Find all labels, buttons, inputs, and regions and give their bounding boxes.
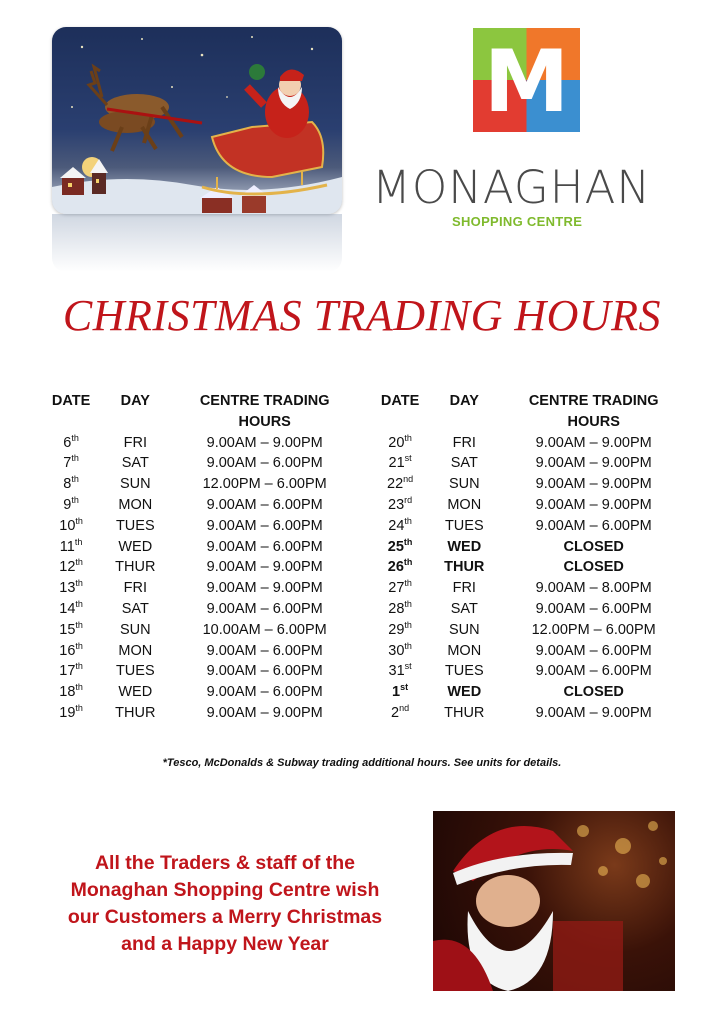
trading-hours: 9.00AM – 6.00PM [206, 642, 323, 659]
trading-hours: 9.00AM – 9.00PM [535, 455, 652, 472]
day-cell [431, 703, 497, 724]
day-cell [431, 495, 497, 516]
trading-hours: 9.00AM – 6.00PM [206, 455, 323, 472]
date-suffix: st [404, 453, 412, 464]
trading-hours: 9.00AM – 6.00PM [535, 600, 652, 617]
date-number: 13 [59, 580, 76, 597]
trading-hours: CLOSED [563, 538, 624, 555]
bokeh-lights [577, 821, 667, 888]
date-cell [369, 537, 431, 558]
day-cell [431, 557, 497, 578]
day-cell [102, 495, 168, 516]
day-name: SUN [119, 476, 151, 493]
date-number: 30 [388, 642, 405, 659]
column-gap [361, 620, 369, 641]
date-number: 16 [59, 642, 76, 659]
table-row [40, 703, 690, 724]
date-cell [40, 578, 102, 599]
gift-box [553, 921, 623, 991]
brand-name: MONAGHAN [372, 161, 652, 214]
greeting-line-2: Monaghan Shopping Centre wish [70, 879, 380, 901]
date-cell [40, 703, 102, 724]
date-number: 18 [59, 684, 76, 701]
date-suffix: th [75, 578, 83, 589]
hours-cell [497, 661, 690, 682]
hours-cell [497, 474, 690, 495]
logo-squares-icon [473, 28, 580, 132]
day-cell [431, 474, 497, 495]
trading-hours: 9.00AM – 9.00PM [206, 434, 323, 451]
santa-portrait-illustration [433, 811, 675, 991]
hours-cell [168, 682, 361, 703]
column-gap [361, 557, 369, 578]
date-cell [369, 453, 431, 474]
hours-cell [497, 453, 690, 474]
date-cell [369, 433, 431, 454]
hours-cell [168, 495, 361, 516]
hours-cell [168, 433, 361, 454]
date-cell [40, 433, 102, 454]
hours-cell [168, 620, 361, 641]
table-row [40, 557, 690, 578]
date-cell [369, 641, 431, 662]
header-hours-right [497, 391, 690, 433]
day-name: MON [447, 642, 482, 659]
date-suffix: th [71, 432, 79, 443]
date-suffix: th [74, 536, 83, 547]
image-reflection [52, 214, 342, 272]
date-suffix: th [71, 495, 79, 506]
date-number: 19 [59, 704, 76, 721]
hours-cell [168, 474, 361, 495]
date-suffix: th [404, 619, 412, 630]
date-number: 9 [63, 496, 72, 513]
date-number: 26 [387, 559, 404, 576]
date-cell [369, 599, 431, 620]
date-number: 23 [388, 496, 405, 513]
date-suffix: nd [403, 474, 414, 485]
date-number: 7 [63, 455, 72, 472]
trading-hours: 12.00PM – 6.00PM [202, 476, 327, 493]
hours-cell [497, 433, 690, 454]
date-suffix: th [404, 515, 412, 526]
trading-hours: 9.00AM – 6.00PM [206, 600, 323, 617]
hours-cell [168, 703, 361, 724]
date-cell [369, 578, 431, 599]
trading-hours: 9.00AM – 6.00PM [535, 642, 652, 659]
trading-hours: 12.00PM – 6.00PM [531, 621, 656, 638]
date-cell [369, 495, 431, 516]
day-name: MON [447, 496, 482, 513]
date-cell [369, 703, 431, 724]
hours-cell [497, 557, 690, 578]
hours-cell [497, 578, 690, 599]
trading-hours: 9.00AM – 6.00PM [206, 538, 323, 555]
date-cell [40, 516, 102, 537]
christmas-greeting [40, 850, 410, 958]
day-name: MON [118, 496, 153, 513]
date-cell [369, 474, 431, 495]
date-cell [40, 661, 102, 682]
header-hours-left [168, 391, 361, 433]
day-name: SUN [448, 476, 480, 493]
date-cell [40, 641, 102, 662]
date-number: 12 [59, 559, 76, 576]
table-row [40, 495, 690, 516]
day-cell [431, 599, 497, 620]
day-cell [431, 433, 497, 454]
day-cell [102, 537, 168, 558]
header-day-right: DAY [449, 393, 479, 409]
date-number: 14 [59, 600, 76, 617]
date-suffix: th [404, 578, 412, 589]
hours-cell [168, 516, 361, 537]
date-cell [40, 537, 102, 558]
hours-cell [168, 578, 361, 599]
day-name: SUN [448, 621, 480, 638]
column-gap [361, 599, 369, 620]
greeting-line-4: and a Happy New Year [121, 933, 329, 955]
date-number: 21 [388, 455, 405, 472]
day-name: WED [447, 538, 482, 555]
day-cell [431, 641, 497, 662]
date-number: 28 [388, 600, 405, 617]
trading-hours: 9.00AM – 8.00PM [535, 580, 652, 597]
date-number: 17 [59, 663, 76, 680]
day-name: WED [447, 684, 482, 701]
table-row [40, 537, 690, 558]
hours-cell [168, 537, 361, 558]
table-row [40, 516, 690, 537]
greeting-line-3: our Customers a Merry Christmas [67, 906, 383, 928]
footnote: *Tesco, McDonalds & Subway trading additional hours. See units for details. [162, 757, 562, 769]
date-suffix: th [403, 557, 413, 568]
day-name: FRI [123, 580, 147, 597]
date-cell [40, 557, 102, 578]
date-number: 6 [63, 434, 72, 451]
column-gap [361, 641, 369, 662]
header-date-left: DATE [51, 393, 91, 409]
date-suffix: th [75, 515, 83, 526]
trading-hours-table [40, 391, 690, 724]
day-name: SUN [119, 621, 151, 638]
date-number: 15 [59, 621, 76, 638]
trading-hours: 9.00AM – 6.00PM [206, 663, 323, 680]
day-cell [102, 599, 168, 620]
day-cell [102, 661, 168, 682]
trading-hours: 9.00AM – 6.00PM [206, 496, 323, 513]
monaghan-logo [473, 28, 580, 132]
trading-hours: 9.00AM – 9.00PM [206, 559, 323, 576]
trading-hours: 9.00AM – 6.00PM [535, 517, 652, 534]
table-row [40, 661, 690, 682]
trading-hours: 9.00AM – 6.00PM [206, 517, 323, 534]
date-number: 1 [392, 684, 401, 701]
day-name: THUR [444, 559, 485, 576]
hours-cell [168, 557, 361, 578]
date-number: 24 [388, 517, 405, 534]
sleigh [202, 122, 327, 194]
date-number: 29 [388, 621, 405, 638]
page-title: CHRISTMAS TRADING HOURS [62, 291, 662, 340]
date-cell [369, 620, 431, 641]
day-cell [102, 682, 168, 703]
date-suffix: th [404, 432, 412, 443]
table-row [40, 433, 690, 454]
day-name: TUES [115, 517, 155, 534]
trading-hours: 9.00AM – 9.00PM [206, 580, 323, 597]
trading-hours: 9.00AM – 9.00PM [535, 434, 652, 451]
header-day-left: DAY [120, 393, 150, 409]
brand-subtitle: SHOPPING CENTRE [452, 214, 583, 229]
day-name: WED [118, 538, 153, 555]
column-gap [361, 391, 369, 433]
column-gap [361, 433, 369, 454]
date-number: 2 [391, 704, 400, 721]
table-row [40, 620, 690, 641]
santa-photo [433, 811, 675, 991]
date-suffix: st [400, 682, 409, 693]
table-row [40, 682, 690, 703]
date-number: 31 [388, 663, 405, 680]
day-cell [431, 661, 497, 682]
date-cell [40, 620, 102, 641]
table-row [40, 641, 690, 662]
date-suffix: th [404, 640, 412, 651]
table-header-row [40, 391, 690, 433]
day-name: SAT [121, 455, 149, 472]
hours-cell [497, 599, 690, 620]
date-cell [40, 453, 102, 474]
column-gap [361, 682, 369, 703]
day-cell [431, 578, 497, 599]
hours-cell [497, 703, 690, 724]
day-name: FRI [452, 434, 476, 451]
column-gap [361, 537, 369, 558]
day-name: SAT [450, 455, 478, 472]
day-name: SAT [121, 600, 149, 617]
day-cell [102, 433, 168, 454]
logo-letter: M [483, 32, 570, 132]
trading-hours: 9.00AM – 6.00PM [535, 663, 652, 680]
day-cell [102, 557, 168, 578]
hours-cell [168, 453, 361, 474]
day-name: MON [118, 642, 153, 659]
date-suffix: th [71, 453, 79, 464]
date-cell [369, 682, 431, 703]
day-cell [431, 620, 497, 641]
date-suffix: th [404, 599, 412, 610]
date-number: 10 [59, 517, 76, 534]
date-cell [40, 599, 102, 620]
day-cell [102, 474, 168, 495]
date-suffix: nd [399, 703, 410, 714]
reindeer [89, 67, 202, 151]
date-suffix: th [71, 474, 79, 485]
column-gap [361, 453, 369, 474]
date-suffix: th [75, 661, 83, 672]
column-gap [361, 474, 369, 495]
date-number: 8 [63, 476, 72, 493]
date-number: 27 [388, 580, 405, 597]
day-cell [102, 578, 168, 599]
header-date-right: DATE [380, 393, 420, 409]
day-cell [102, 516, 168, 537]
date-cell [369, 516, 431, 537]
hours-cell [168, 641, 361, 662]
day-cell [431, 453, 497, 474]
table-row [40, 474, 690, 495]
trading-hours: 9.00AM – 9.00PM [206, 704, 323, 721]
day-name: TUES [115, 663, 155, 680]
date-cell [40, 474, 102, 495]
trading-hours: 9.00AM – 9.00PM [535, 476, 652, 493]
header-hours-line1: CENTRE TRADING [199, 393, 330, 409]
trading-hours: 9.00AM – 9.00PM [535, 704, 652, 721]
column-gap [361, 578, 369, 599]
column-gap [361, 495, 369, 516]
date-number: 25 [387, 538, 404, 555]
date-suffix: th [75, 599, 83, 610]
table-row [40, 599, 690, 620]
date-cell [40, 495, 102, 516]
header-hours-line2: HOURS [567, 413, 620, 430]
date-suffix: th [75, 557, 83, 568]
day-name: FRI [123, 434, 147, 451]
table-row [40, 578, 690, 599]
hours-cell [497, 641, 690, 662]
trading-hours-body [40, 433, 690, 724]
trading-hours: 9.00AM – 6.00PM [206, 684, 323, 701]
day-name: TUES [444, 517, 484, 534]
hours-cell [497, 620, 690, 641]
hours-cell [497, 682, 690, 703]
hours-cell [497, 516, 690, 537]
trading-hours: CLOSED [563, 684, 624, 701]
date-number: 11 [59, 538, 75, 555]
day-cell [102, 703, 168, 724]
day-cell [102, 620, 168, 641]
column-gap [361, 516, 369, 537]
date-cell [369, 557, 431, 578]
day-cell [102, 453, 168, 474]
santa-sleigh-image [52, 27, 342, 214]
date-cell [40, 682, 102, 703]
day-name: FRI [452, 580, 476, 597]
table-row [40, 453, 690, 474]
date-suffix: th [403, 536, 413, 547]
date-suffix: th [75, 703, 83, 714]
column-gap [361, 703, 369, 724]
trading-hours: 10.00AM – 6.00PM [202, 621, 327, 638]
hours-cell [168, 661, 361, 682]
trading-hours: 9.00AM – 9.00PM [535, 496, 652, 513]
day-name: WED [118, 684, 153, 701]
hours-cell [497, 537, 690, 558]
hours-cell [168, 599, 361, 620]
day-name: SAT [450, 600, 478, 617]
date-suffix: th [75, 640, 83, 651]
header-hours-line1: CENTRE TRADING [528, 393, 659, 409]
hours-cell [497, 495, 690, 516]
day-cell [431, 537, 497, 558]
date-number: 20 [388, 434, 405, 451]
day-cell [431, 682, 497, 703]
day-cell [102, 641, 168, 662]
column-gap [361, 661, 369, 682]
date-suffix: th [75, 682, 83, 693]
day-cell [431, 516, 497, 537]
header-hours-line2: HOURS [238, 413, 291, 430]
santa-sleigh-illustration [52, 27, 342, 214]
day-name: THUR [115, 704, 156, 721]
greeting-line-1: All the Traders & staff of the [94, 852, 356, 874]
trading-hours: CLOSED [563, 559, 624, 576]
date-number: 22 [387, 476, 404, 493]
date-cell [369, 661, 431, 682]
day-name: TUES [444, 663, 484, 680]
date-suffix: rd [404, 495, 413, 506]
day-name: THUR [115, 559, 156, 576]
date-suffix: th [75, 619, 83, 630]
date-suffix: st [404, 661, 412, 672]
day-name: THUR [444, 704, 485, 721]
santa-face [476, 875, 540, 927]
